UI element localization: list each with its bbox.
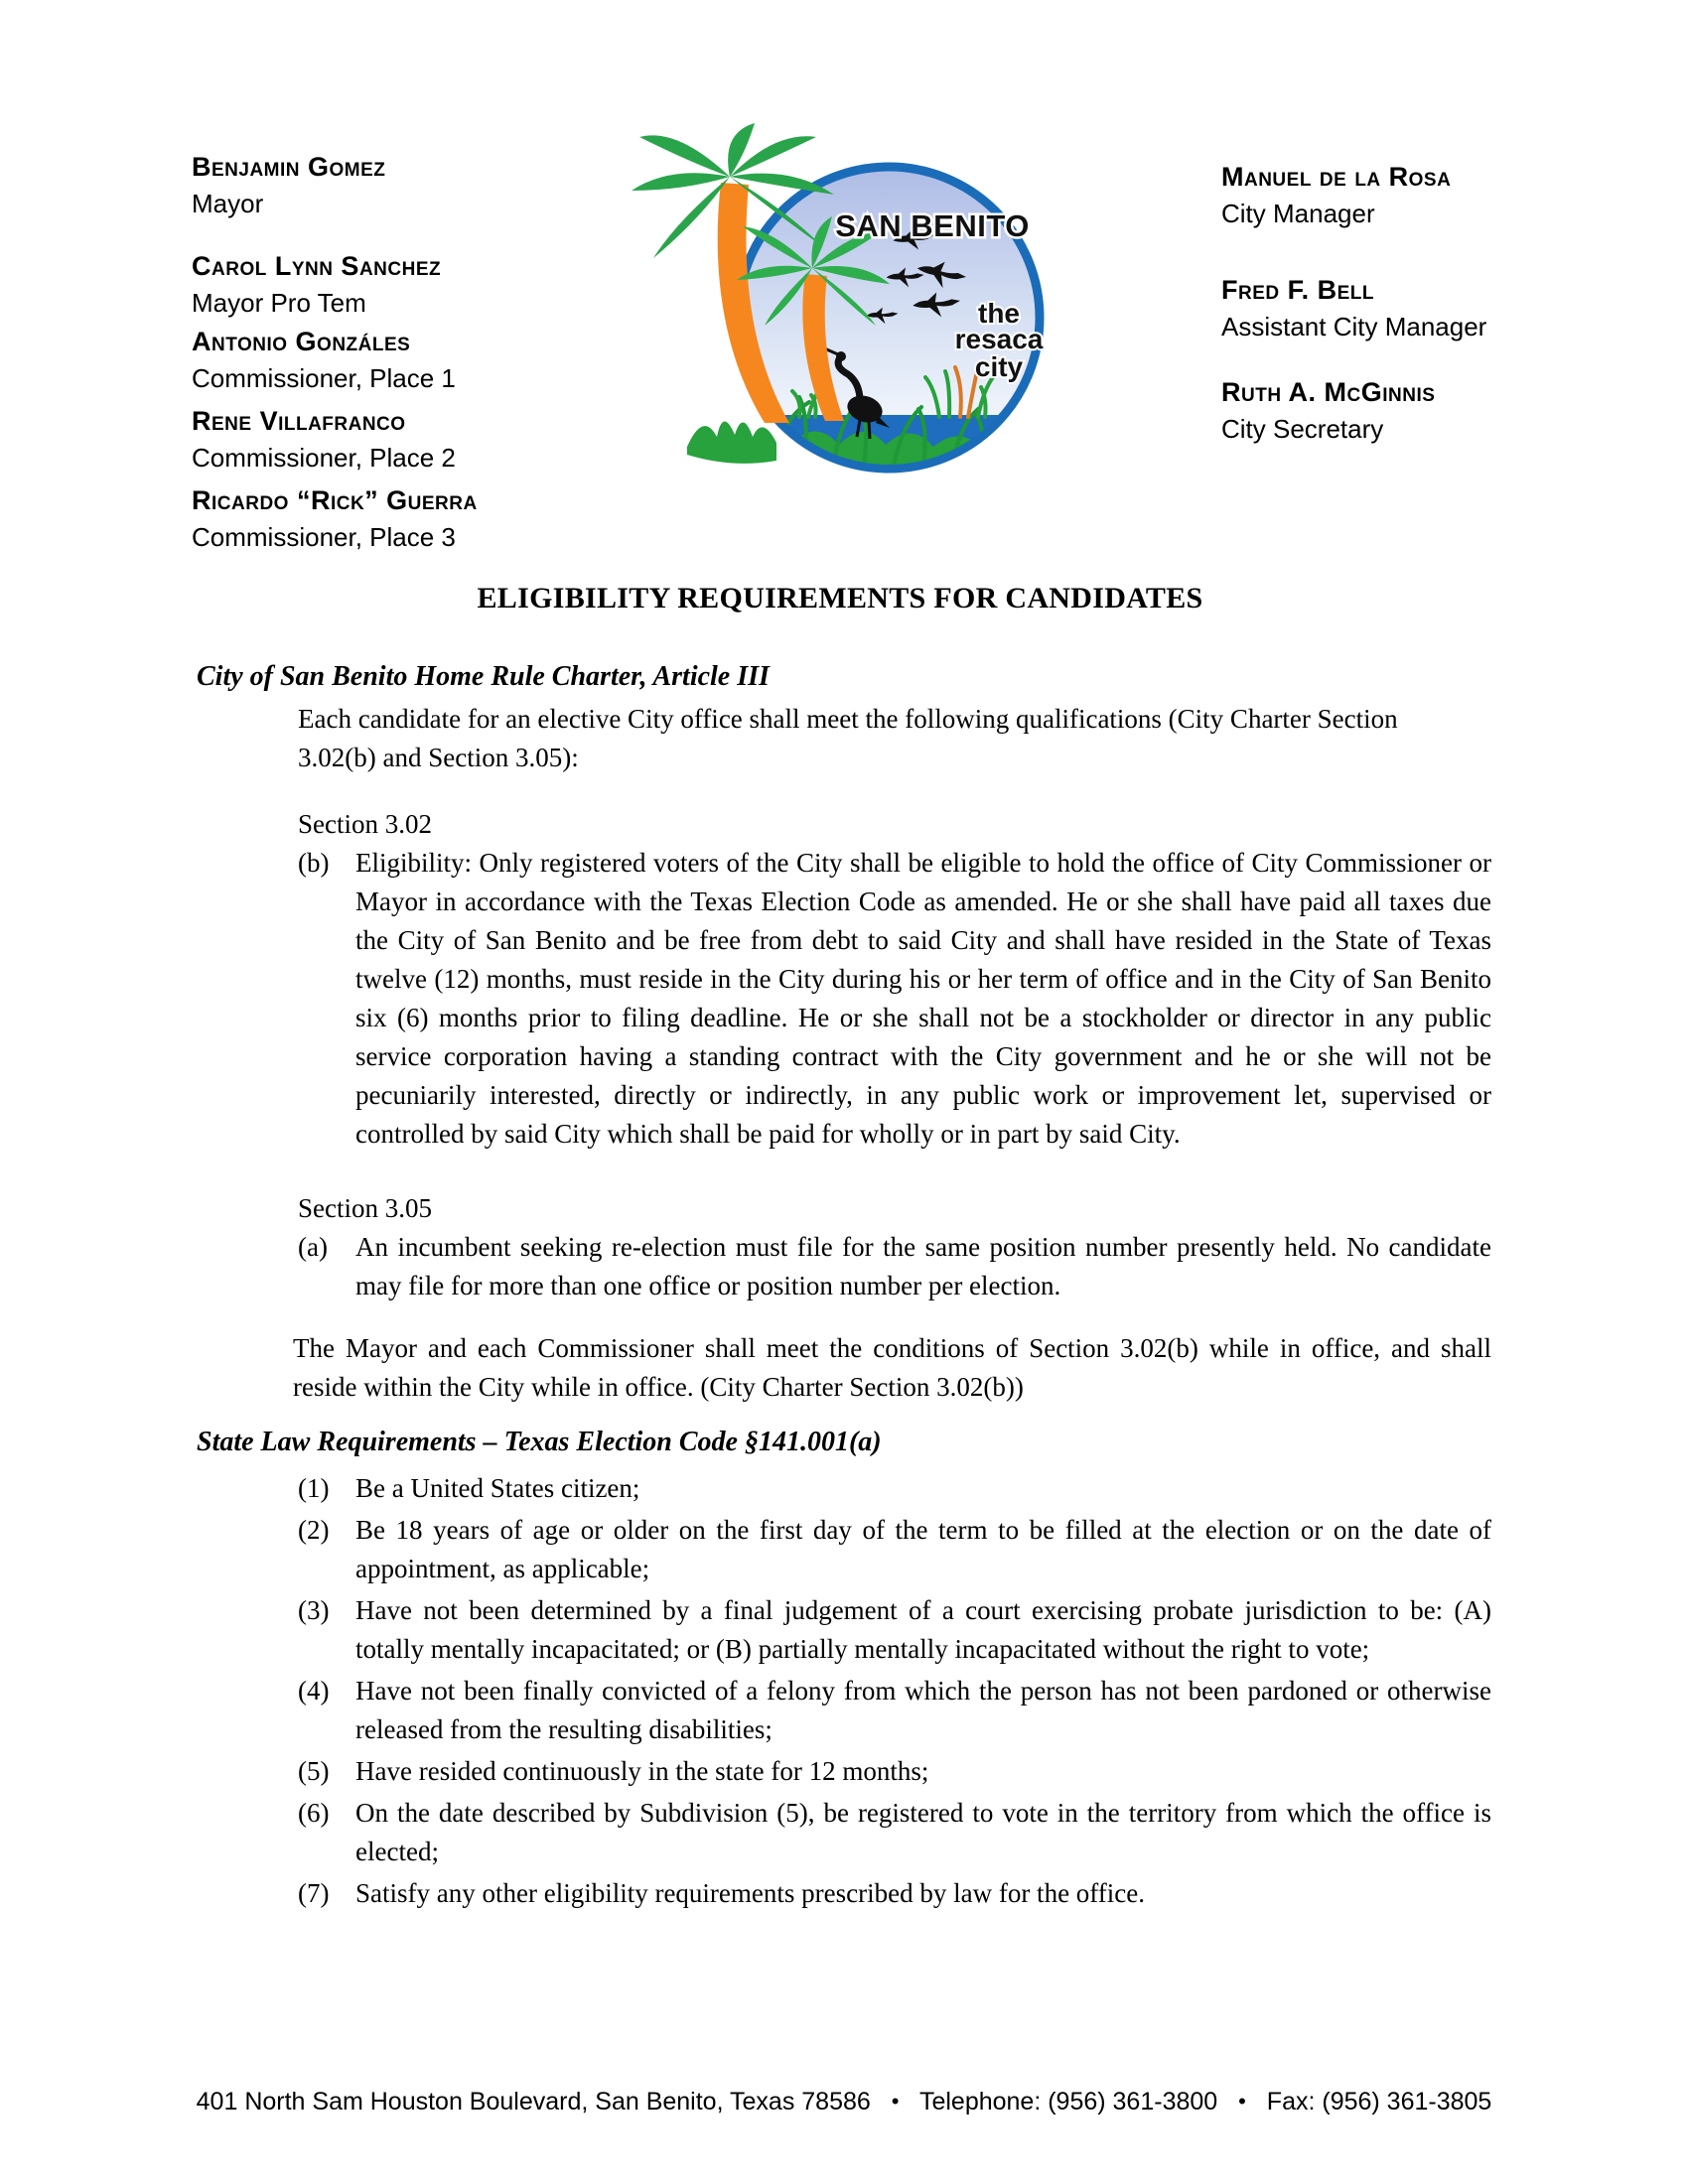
city-logo-graphic — [626, 119, 1102, 496]
item-number: (a) — [298, 1232, 328, 1262]
item-number: (4) — [298, 1676, 330, 1706]
official-entry — [1221, 374, 1486, 448]
official-name: Benjamin Gomez — [192, 152, 386, 182]
official-entry — [192, 403, 478, 477]
official-entry — [192, 248, 478, 322]
charter-heading: City of San Benito Home Rule Charter, Article III — [197, 661, 770, 692]
state-law-item-1 — [189, 1469, 1491, 1508]
item-text: Satisfy any other eligibility requirements prescribed by law for the office. — [355, 1878, 1146, 1908]
official-title: Assistant City Manager — [1221, 312, 1487, 341]
official-name: Fred F. Bell — [1221, 275, 1374, 305]
official-entry — [1221, 159, 1486, 232]
state-law-heading: State Law Requirements – Texas Election Code §141.001(a) — [197, 1427, 882, 1457]
logo-city-name: SAN BENITO — [835, 208, 1030, 243]
trunk-base-grass — [687, 421, 776, 463]
official-title: Mayor Pro Tem — [192, 288, 366, 318]
page-title: ELIGIBILITY REQUIREMENTS FOR CANDIDATES — [477, 582, 1203, 614]
state-law-item-6 — [189, 1794, 1491, 1871]
item-text: Have resided continuously in the state for 12 months; — [355, 1756, 929, 1786]
state-law-item-3 — [189, 1591, 1491, 1669]
item-text: Have not been determined by a final judgement of a court exercising probate jurisdiction to be: (A) totally mentally incapacitated; or (B) partially mentally incapacitated without the right to vote; — [355, 1595, 1491, 1664]
official-name: Carol Lynn Sanchez — [192, 251, 442, 281]
item-text: An incumbent seeking re-election must file for the same position number presently held. No candidate may file for more than one office or position number per election. — [355, 1232, 1491, 1300]
logo-tagline-line3: city — [974, 351, 1024, 382]
item-number: (5) — [298, 1756, 330, 1786]
official-title: City Manager — [1221, 199, 1375, 228]
logo-tagline-line2: resaca — [954, 324, 1044, 354]
official-entry — [192, 482, 478, 556]
item-text: Be a United States citizen; — [355, 1473, 640, 1503]
official-title: Commissioner, Place 3 — [192, 522, 456, 552]
section-305-label: Section 3.05 — [298, 1193, 432, 1223]
footer-fax: Fax: (956) 361-3805 — [1266, 2088, 1492, 2116]
official-title: Commissioner, Place 2 — [192, 443, 456, 473]
item-number: (2) — [298, 1515, 330, 1545]
item-text: On the date described by Subdivision (5), be registered to vote in the territory from which the office is elected; — [355, 1798, 1491, 1866]
state-law-item-4 — [189, 1672, 1491, 1749]
footer-telephone: Telephone: (956) 361-3800 — [918, 2088, 1218, 2116]
official-name: Ruth A. McGinnis — [1221, 377, 1436, 407]
footer-address: 401 North Sam Houston Boulevard, San Benito, Texas 78586 — [196, 2088, 871, 2116]
city-logo — [626, 119, 1102, 496]
document-body — [189, 579, 1491, 1916]
logo-tagline-line1: the — [978, 298, 1020, 329]
state-law-item-7 — [189, 1874, 1491, 1913]
charter-intro-paragraph: Each candidate for an elective City office shall meet the following qualifications (City Charter Section 3.02(b) and Section 3.05): — [298, 704, 1398, 772]
official-entry — [192, 149, 478, 222]
bullet-separator: • — [891, 2089, 900, 2114]
section-302-item-b — [189, 844, 1491, 1154]
footer — [0, 2087, 1688, 2116]
item-text: Have not been finally convicted of a felony from which the person has not been pardoned or otherwise released from the resulting disabilities; — [355, 1676, 1491, 1744]
official-title: City Secretary — [1221, 414, 1384, 444]
section-302-label: Section 3.02 — [298, 809, 432, 839]
item-text: Eligibility: Only registered voters of the City shall be eligible to hold the office of City Commissioner or Mayor in accordance with the Texas Election Code as amended. He or she shall have paid all taxes due the City of San Benito and be free from debt to said City and shall have resided in the State of Texas twelve (12) months, must reside in the City during his or her term of office and in the City of San Benito six (6) months prior to filing deadline. He or she shall not be a stockholder or director in any public service corporation having a standing contract with the City government and he or she will not be pecuniarily interested, directly or indirectly, in any public work or improvement let, supervised or controlled by said City which shall be paid for wholly or in part by said City. — [355, 848, 1491, 1149]
item-text: Be 18 years of age or older on the first day of the term to be filled at the election or on the date of appointment, as applicable; — [355, 1515, 1491, 1583]
item-number: (3) — [298, 1595, 330, 1625]
item-number: (7) — [298, 1878, 330, 1908]
officials-right-column — [1221, 159, 1486, 448]
item-number: (1) — [298, 1473, 330, 1503]
officials-left-column — [192, 149, 478, 556]
official-name: Manuel de la Rosa — [1221, 162, 1452, 192]
section-305-item-a — [189, 1228, 1491, 1305]
official-entry — [1221, 272, 1486, 345]
official-name: Antonio Gonzáles — [192, 327, 411, 356]
official-name: Rene Villafranco — [192, 406, 406, 436]
state-law-item-2 — [189, 1511, 1491, 1588]
official-entry — [192, 324, 478, 397]
official-title: Mayor — [192, 189, 264, 218]
state-law-item-5 — [189, 1752, 1491, 1791]
charter-closing-paragraph: The Mayor and each Commissioner shall meet the conditions of Section 3.02(b) while in office, and shall reside within the City while in office. (City Charter Section 3.02(b)) — [293, 1333, 1491, 1402]
official-name: Ricardo “Rick” Guerra — [192, 485, 478, 515]
item-number: (6) — [298, 1798, 330, 1828]
item-number: (b) — [298, 848, 330, 878]
official-title: Commissioner, Place 1 — [192, 363, 456, 393]
bullet-separator: • — [1238, 2089, 1246, 2114]
